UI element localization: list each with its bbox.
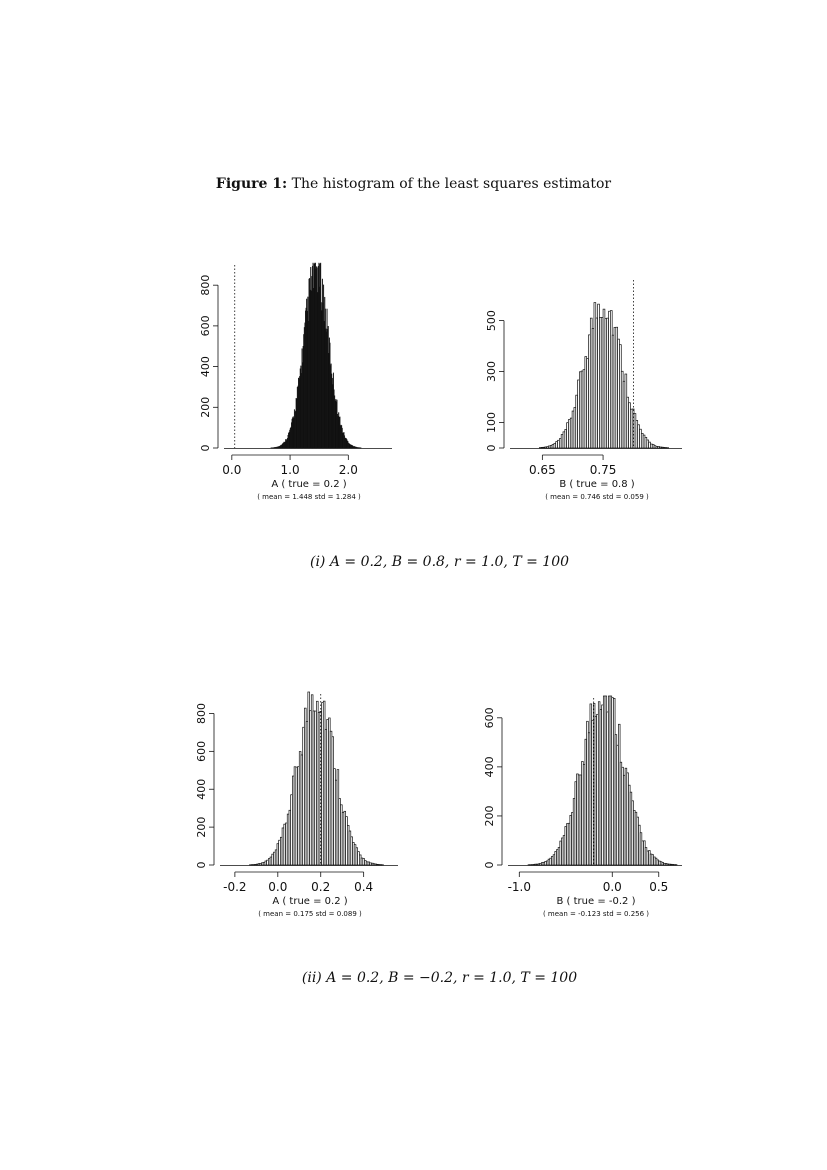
y-tick-label: 600 — [199, 315, 212, 337]
y-tick-label: 200 — [195, 816, 208, 838]
y-tick-label: 800 — [195, 702, 208, 724]
histogram-bars — [271, 263, 361, 448]
y-tick-label: 400 — [195, 778, 208, 800]
y-tick-label: 800 — [199, 274, 212, 296]
x-tick-label: 0.75 — [589, 463, 617, 477]
y-tick-label: 500 — [485, 310, 498, 332]
histogram-b-case-ii — [470, 690, 710, 935]
summary-note: ( mean = 0.746 std = 0.059 ) — [545, 493, 649, 501]
x-tick-label: 0.0 — [602, 880, 622, 894]
y-tick-label: 0 — [199, 444, 212, 452]
histogram-a-case-i — [180, 265, 420, 515]
y-tick-label: 100 — [485, 412, 498, 434]
x-axis-label: A ( true = 0.2 ) — [272, 896, 348, 907]
y-tick-label: 0 — [483, 861, 496, 869]
x-tick-label: 0.65 — [528, 463, 556, 477]
y-tick-label: 600 — [195, 740, 208, 762]
summary-note: ( mean = 1.448 std = 1.284 ) — [257, 493, 361, 501]
x-tick-label: 0.0 — [222, 463, 242, 477]
y-tick-label: 400 — [483, 756, 496, 778]
y-tick-label: 0 — [195, 861, 208, 869]
x-tick-label: 2.0 — [338, 463, 358, 477]
figure-title-text: The histogram of the least squares estimator — [291, 176, 612, 192]
figure-title — [0, 176, 827, 192]
histogram-a-case-ii — [180, 690, 420, 935]
y-tick-label: 600 — [483, 707, 496, 729]
x-tick-label: 1.0 — [280, 463, 300, 477]
x-axis-label: A ( true = 0.2 ) — [271, 479, 347, 490]
x-tick-label: 0.4 — [354, 880, 374, 894]
summary-note: ( mean = -0.123 std = 0.256 ) — [542, 910, 650, 918]
y-tick-label: 200 — [483, 805, 496, 827]
x-axis-label: B ( true = 0.8 ) — [559, 479, 635, 490]
histogram-bars — [539, 303, 668, 448]
x-tick-label: -1.0 — [507, 880, 532, 894]
y-tick-label: 400 — [199, 356, 212, 378]
histogram-bars — [528, 696, 677, 865]
figure-label: Figure 1: — [215, 176, 288, 192]
caption-case-ii: (ii) A = 0.2, B = −0.2, r = 1.0, T = 100 — [301, 970, 578, 986]
x-tick-label: -0.2 — [223, 880, 247, 894]
histogram-bars — [249, 692, 383, 865]
y-tick-label: 0 — [485, 444, 498, 452]
x-tick-label: 0.5 — [649, 880, 669, 894]
y-tick-label: 200 — [199, 396, 212, 418]
x-axis-label: B ( true = -0.2 ) — [556, 896, 636, 907]
y-tick-label: 300 — [485, 361, 498, 383]
x-tick-label: 0.2 — [311, 880, 331, 894]
histogram-b-case-i — [470, 265, 710, 515]
caption-case-i: (i) A = 0.2, B = 0.8, r = 1.0, T = 100 — [309, 554, 570, 570]
x-tick-label: 0.0 — [268, 880, 288, 894]
summary-note: ( mean = 0.175 std = 0.089 ) — [258, 910, 362, 918]
